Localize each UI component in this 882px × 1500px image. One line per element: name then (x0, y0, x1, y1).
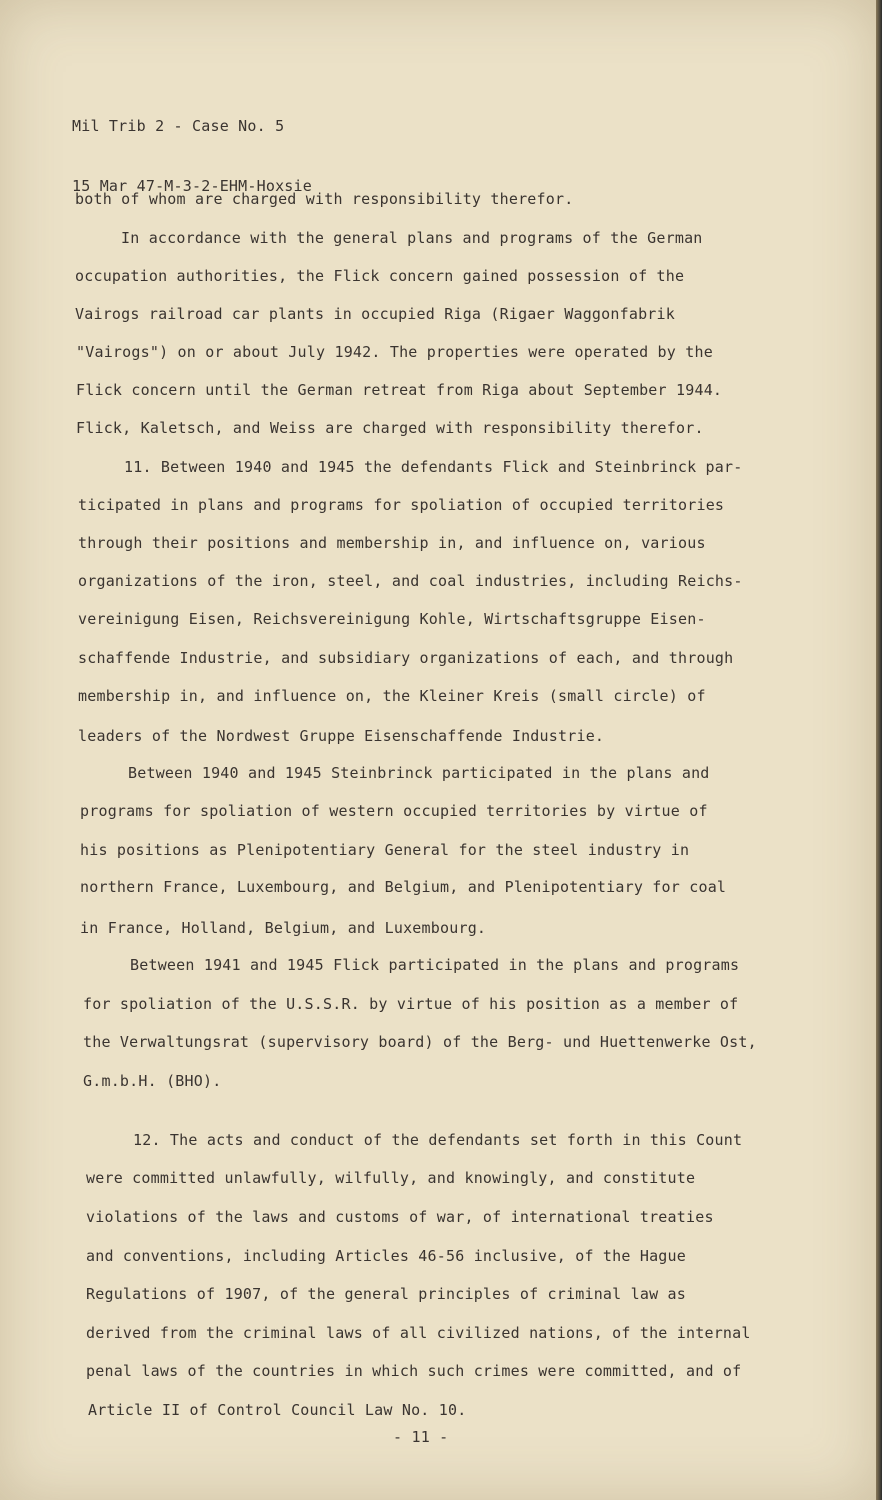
body-line: programs for spoliation of western occupied territories by virtue of (80, 802, 708, 820)
body-line: both of whom are charged with responsibility therefor. (75, 190, 574, 208)
body-line: Flick concern until the German retreat from Riga about September 1944. (76, 381, 723, 399)
body-line: derived from the criminal laws of all civilized nations, of the internal (86, 1324, 751, 1342)
body-line: In accordance with the general plans and programs of the German (121, 229, 703, 247)
body-line: occupation authorities, the Flick concern gained possession of the (75, 267, 685, 285)
body-line: 12. The acts and conduct of the defendants set forth in this Count (133, 1131, 743, 1149)
body-line: through their positions and membership in, and influence on, various (78, 534, 706, 552)
body-line: leaders of the Nordwest Gruppe Eisenschaffende Industrie. (78, 727, 605, 745)
body-line: in France, Holland, Belgium, and Luxembourg. (80, 919, 487, 937)
body-line: ticipated in plans and programs for spoliation of occupied territories (78, 496, 725, 514)
body-line: Vairogs railroad car plants in occupied Riga (Rigaer Waggonfabrik (75, 305, 675, 323)
body-line: Article II of Control Council Law No. 10. (88, 1401, 467, 1419)
header-date-line: 15 Mar 47-M-3-2-EHM-Hoxsie (72, 177, 312, 195)
body-line: and conventions, including Articles 46-56 inclusive, of the Hague (86, 1247, 686, 1265)
body-line: organizations of the iron, steel, and coal industries, including Reichs- (78, 572, 743, 590)
body-line: for spoliation of the U.S.S.R. by virtue of his position as a member of (83, 995, 739, 1013)
body-line: vereinigung Eisen, Reichsvereinigung Kohle, Wirtschaftsgruppe Eisen- (78, 610, 706, 628)
header-case-line: Mil Trib 2 - Case No. 5 (72, 117, 285, 135)
body-line: violations of the laws and customs of war, of international treaties (86, 1208, 714, 1226)
body-line: membership in, and influence on, the Kleiner Kreis (small circle) of (78, 687, 706, 705)
body-line: G.m.b.H. (BHO). (83, 1072, 222, 1090)
body-line: schaffende Industrie, and subsidiary organizations of each, and through (78, 649, 734, 667)
page-edge-shadow (876, 0, 882, 1500)
body-line: Between 1940 and 1945 Steinbrinck participated in the plans and (128, 764, 710, 782)
document-header (72, 76, 312, 236)
body-line: penal laws of the countries in which such crimes were committed, and of (86, 1362, 742, 1380)
body-line: Regulations of 1907, of the general principles of criminal law as (86, 1285, 686, 1303)
body-line: 11. Between 1940 and 1945 the defendants Flick and Steinbrinck par- (124, 458, 743, 476)
body-line: Flick, Kaletsch, and Weiss are charged with responsibility therefor. (76, 419, 704, 437)
body-line: Between 1941 and 1945 Flick participated in the plans and programs (130, 956, 740, 974)
body-line: the Verwaltungsrat (supervisory board) of the Berg- und Huettenwerke Ost, (83, 1033, 757, 1051)
body-line: his positions as Plenipotentiary General for the steel industry in (80, 841, 690, 859)
body-line: northern France, Luxembourg, and Belgium, and Plenipotentiary for coal (80, 878, 727, 896)
body-line: were committed unlawfully, wilfully, and knowingly, and constitute (86, 1169, 696, 1187)
page-number: - 11 - (393, 1428, 449, 1446)
body-line: "Vairogs") on or about July 1942. The properties were operated by the (76, 343, 713, 361)
